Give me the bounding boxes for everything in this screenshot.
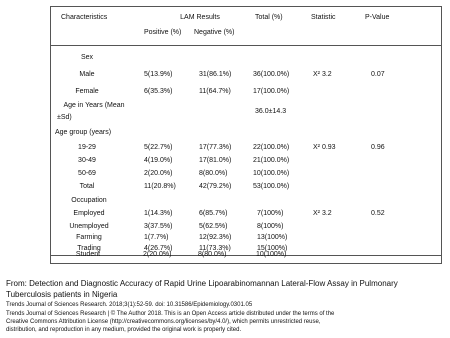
cell-positive: 4(19.0%) [144,157,173,164]
header-pvalue: P-Value [365,14,390,21]
cell-negative: 12(92.3%) [199,234,232,241]
cell-total: 22(100.0%) [253,144,290,151]
row-label-age-mean-sd: ±Sd) [57,114,72,121]
cell-total: 15(100%) [257,245,288,252]
cell-negative: 8(80.0%) [199,170,228,177]
cell-statistic: X² 0.93 [313,144,336,151]
license-line-1: Trends Journal of Sciences Research | © The Author 2018. This is an Open Access article distributed under the terms of the [6,311,335,317]
cell-positive: 4(26.7%) [144,245,173,252]
cell-total: 10(100%) [256,251,287,258]
cell-pvalue: 0.96 [371,144,385,151]
row-label: Total [79,183,95,190]
cell-pvalue: 0.07 [371,71,385,78]
section-occupation: Occupation [71,197,107,204]
citation-title: From: Detection and Diagnostic Accuracy of Rapid Urine Lipoarabinomannan Lateral-Flow Assay in Pulmonary [6,279,398,288]
cell-positive: 5(13.9%) [144,71,173,78]
row-label-age-mean: Age in Years (Mean [63,102,125,109]
header-divider [51,45,441,46]
header-total: Total (%) [255,14,283,21]
cell-negative: 5(62.5%) [199,223,228,230]
cell-negative: 8(80.0%) [198,251,227,258]
cell-total: 10(100.0%) [253,170,290,177]
row-label: Employed [73,210,105,217]
cell-positive: 5(22.7%) [144,144,173,151]
cell-total: 53(100.0%) [253,183,290,190]
header-positive: Positive (%) [144,29,182,36]
row-label: Trading [77,245,101,252]
cell-negative: 17(77.3%) [199,144,232,151]
header-lam-results: LAM Results [180,14,220,21]
cell-positive: 1(14.3%) [144,210,173,217]
header-statistic: Statistic [311,14,336,21]
cell-total: 17(100.0%) [253,88,290,95]
row-label: 30-49 [78,157,96,164]
citation-title-cont: Tuberculosis patients in Nigeria [6,290,118,299]
cell-positive: 6(35.3%) [144,88,173,95]
row-label: 50-69 [78,170,96,177]
header-negative: Negative (%) [194,29,235,36]
results-table [50,6,442,264]
cell-negative: 42(79.2%) [199,183,232,190]
section-sex: Sex [80,54,94,61]
section-age-group: Age group (years) [55,129,112,136]
cell-age-mean-value: 36.0±14.3 [255,108,287,115]
cell-total: 7(100%) [257,210,284,217]
cell-total: 8(100%) [257,223,284,230]
cell-pvalue: 0.52 [371,210,385,217]
row-label: Female [75,88,99,95]
license-line-2: Creative Commons Attribution License (http://creativecommons.org/licenses/by/4.0/), which permits unrestricted reuse, [6,319,321,325]
row-label: Unemployed [69,223,109,230]
cell-negative: 6(85.7%) [199,210,228,217]
cell-statistic: X² 3.2 [313,71,332,78]
row-label: 19-29 [78,144,96,151]
cell-negative: 31(86.1%) [199,71,232,78]
cell-negative: 11(73.3%) [199,245,231,252]
cell-positive: 2(20.0%) [144,170,173,177]
cell-positive: 11(20.8%) [144,183,176,190]
cell-negative: 17(81.0%) [199,157,232,164]
citation-journal: Trends Journal of Sciences Research. 2018;3(1):52-59. doi: 10.31586/Epidemiology.0301.05 [6,302,253,308]
cell-positive: 3(37.5%) [144,223,173,230]
row-label: Male [79,71,95,78]
header-characteristics: Characteristics [61,14,108,21]
row-label: Farming [76,234,102,241]
license-line-3: distribution, and reproduction in any medium, provided the original work is properly cited. [6,327,242,333]
cell-positive: 1(7.7%) [144,234,169,241]
cell-total: 13(100%) [257,234,288,241]
cell-statistic: X² 3.2 [313,210,332,217]
cell-positive: 2(20.0%) [143,251,172,258]
cell-total: 36(100.0%) [253,71,290,78]
cell-negative: 11(64.7%) [199,88,231,95]
cell-total: 21(100.0%) [253,157,290,164]
row-label: Student [75,251,101,258]
